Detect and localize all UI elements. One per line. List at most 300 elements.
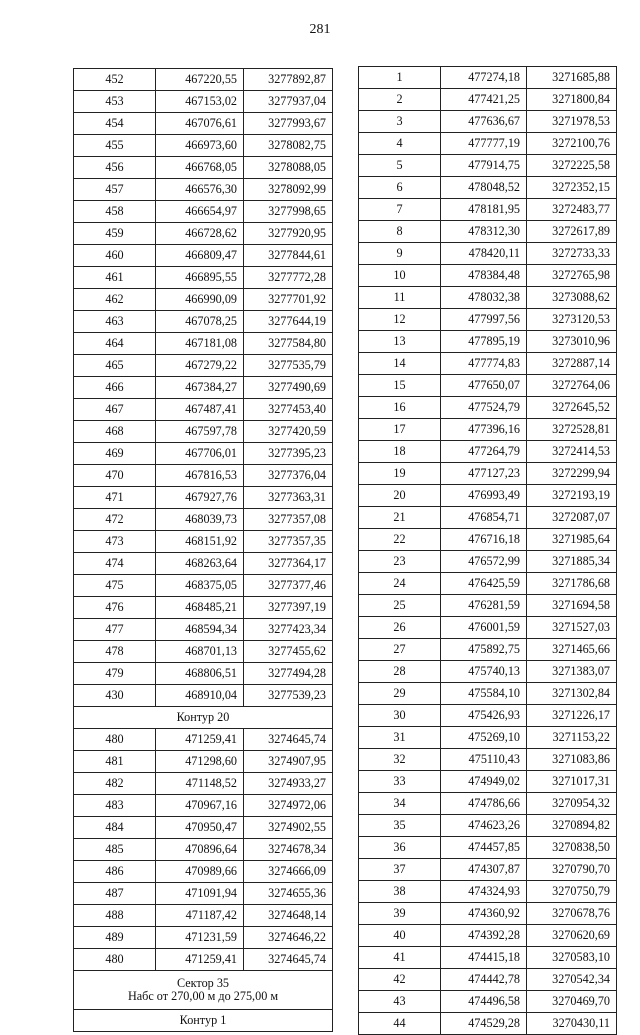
x-coordinate-cell: 474415,18	[441, 947, 527, 969]
y-coordinate-cell: 3277357,08	[244, 509, 333, 531]
table-row	[359, 705, 617, 727]
y-coordinate-cell: 3271985,64	[527, 529, 617, 551]
table-row	[359, 727, 617, 749]
x-coordinate-cell: 468701,13	[156, 641, 244, 663]
section-title-cell	[74, 707, 333, 729]
point-number-cell: 43	[359, 991, 441, 1013]
x-coordinate-cell: 474457,85	[441, 837, 527, 859]
table-row	[359, 331, 617, 353]
table-row	[74, 839, 333, 861]
y-coordinate-cell: 3272193,19	[527, 485, 617, 507]
y-coordinate-cell: 3274645,74	[244, 729, 333, 751]
point-number-cell: 482	[74, 773, 156, 795]
x-coordinate-cell: 476572,99	[441, 551, 527, 573]
x-coordinate-cell: 475584,10	[441, 683, 527, 705]
y-coordinate-cell: 3277535,79	[244, 355, 333, 377]
y-coordinate-cell: 3277455,62	[244, 641, 333, 663]
table-row	[359, 639, 617, 661]
x-coordinate-cell: 466576,30	[156, 179, 244, 201]
y-coordinate-cell: 3270678,76	[527, 903, 617, 925]
x-coordinate-cell: 468910,04	[156, 685, 244, 707]
point-number-cell: 486	[74, 861, 156, 883]
y-coordinate-cell: 3278082,75	[244, 135, 333, 157]
x-coordinate-cell: 478032,38	[441, 287, 527, 309]
section-header-row	[74, 971, 333, 1010]
point-number-cell: 480	[74, 729, 156, 751]
x-coordinate-cell: 478312,30	[441, 221, 527, 243]
point-number-cell: 20	[359, 485, 441, 507]
x-coordinate-cell: 466768,05	[156, 157, 244, 179]
y-coordinate-cell: 3277494,28	[244, 663, 333, 685]
y-coordinate-cell: 3271694,58	[527, 595, 617, 617]
point-number-cell: 6	[359, 177, 441, 199]
point-number-cell: 457	[74, 179, 156, 201]
x-coordinate-cell: 476281,59	[441, 595, 527, 617]
point-number-cell: 12	[359, 309, 441, 331]
x-coordinate-cell: 476993,49	[441, 485, 527, 507]
point-number-cell: 8	[359, 221, 441, 243]
y-coordinate-cell: 3277937,04	[244, 91, 333, 113]
point-number-cell: 461	[74, 267, 156, 289]
y-coordinate-cell: 3277998,65	[244, 201, 333, 223]
x-coordinate-cell: 477650,07	[441, 375, 527, 397]
x-coordinate-cell: 478181,95	[441, 199, 527, 221]
table-row	[359, 925, 617, 947]
section-title-cell	[74, 971, 333, 1010]
y-coordinate-cell: 3271153,22	[527, 727, 617, 749]
table-row	[359, 133, 617, 155]
y-coordinate-cell: 3277364,17	[244, 553, 333, 575]
table-row	[359, 573, 617, 595]
y-coordinate-cell: 3273010,96	[527, 331, 617, 353]
point-number-cell: 471	[74, 487, 156, 509]
table-row	[359, 397, 617, 419]
y-coordinate-cell: 3277920,95	[244, 223, 333, 245]
y-coordinate-cell: 3277377,46	[244, 575, 333, 597]
x-coordinate-cell: 467078,25	[156, 311, 244, 333]
point-number-cell: 22	[359, 529, 441, 551]
table-row	[359, 793, 617, 815]
table-row	[359, 837, 617, 859]
x-coordinate-cell: 466895,55	[156, 267, 244, 289]
x-coordinate-cell: 467181,08	[156, 333, 244, 355]
table-row	[74, 751, 333, 773]
y-coordinate-cell: 3273088,62	[527, 287, 617, 309]
point-number-cell: 15	[359, 375, 441, 397]
y-coordinate-cell: 3277357,35	[244, 531, 333, 553]
point-number-cell: 470	[74, 465, 156, 487]
y-coordinate-cell: 3271017,31	[527, 771, 617, 793]
x-coordinate-cell: 471231,59	[156, 927, 244, 949]
table-row	[74, 795, 333, 817]
coordinates-table-left	[73, 68, 333, 1032]
table-row	[359, 67, 617, 89]
table-row	[359, 89, 617, 111]
y-coordinate-cell: 3272087,07	[527, 507, 617, 529]
table-row	[74, 421, 333, 443]
point-number-cell: 1	[359, 67, 441, 89]
x-coordinate-cell: 477127,23	[441, 463, 527, 485]
table-row	[74, 135, 333, 157]
x-coordinate-cell: 474496,58	[441, 991, 527, 1013]
section-title-line: Контур 1	[179, 1013, 227, 1027]
x-coordinate-cell: 470950,47	[156, 817, 244, 839]
table-row	[74, 619, 333, 641]
x-coordinate-cell: 467597,78	[156, 421, 244, 443]
y-coordinate-cell: 3272299,94	[527, 463, 617, 485]
table-row	[359, 749, 617, 771]
y-coordinate-cell: 3277539,23	[244, 685, 333, 707]
y-coordinate-cell: 3270469,70	[527, 991, 617, 1013]
x-coordinate-cell: 478420,11	[441, 243, 527, 265]
table-row	[74, 289, 333, 311]
point-number-cell: 485	[74, 839, 156, 861]
x-coordinate-cell: 471298,60	[156, 751, 244, 773]
point-number-cell: 463	[74, 311, 156, 333]
table-row	[359, 595, 617, 617]
x-coordinate-cell: 477997,56	[441, 309, 527, 331]
table-row	[74, 465, 333, 487]
table-row	[359, 529, 617, 551]
x-coordinate-cell: 466728,62	[156, 223, 244, 245]
table-row	[74, 641, 333, 663]
x-coordinate-cell: 474786,66	[441, 793, 527, 815]
point-number-cell: 31	[359, 727, 441, 749]
point-number-cell: 489	[74, 927, 156, 949]
section-title-line: Набс от 270,00 м до 275,00 м	[127, 989, 279, 1003]
point-number-cell: 456	[74, 157, 156, 179]
point-number-cell: 40	[359, 925, 441, 947]
table-row	[359, 551, 617, 573]
x-coordinate-cell: 475426,93	[441, 705, 527, 727]
point-number-cell: 44	[359, 1013, 441, 1035]
x-coordinate-cell: 466990,09	[156, 289, 244, 311]
point-number-cell: 2	[359, 89, 441, 111]
section-title-line: Контур 20	[176, 710, 230, 724]
point-number-cell: 464	[74, 333, 156, 355]
x-coordinate-cell: 471187,42	[156, 905, 244, 927]
y-coordinate-cell: 3271226,17	[527, 705, 617, 727]
y-coordinate-cell: 3271685,88	[527, 67, 617, 89]
table-row	[359, 617, 617, 639]
point-number-cell: 483	[74, 795, 156, 817]
y-coordinate-cell: 3271800,84	[527, 89, 617, 111]
point-number-cell: 13	[359, 331, 441, 353]
point-number-cell: 3	[359, 111, 441, 133]
x-coordinate-cell: 467384,27	[156, 377, 244, 399]
table-row	[74, 333, 333, 355]
x-coordinate-cell: 475269,10	[441, 727, 527, 749]
x-coordinate-cell: 470989,66	[156, 861, 244, 883]
x-coordinate-cell: 467927,76	[156, 487, 244, 509]
y-coordinate-cell: 3273120,53	[527, 309, 617, 331]
x-coordinate-cell: 467076,61	[156, 113, 244, 135]
x-coordinate-cell: 477895,19	[441, 331, 527, 353]
y-coordinate-cell: 3274645,74	[244, 949, 333, 971]
y-coordinate-cell: 3271527,03	[527, 617, 617, 639]
point-number-cell: 453	[74, 91, 156, 113]
section-header-row	[74, 1010, 333, 1032]
table-row	[74, 685, 333, 707]
y-coordinate-cell: 3270542,34	[527, 969, 617, 991]
y-coordinate-cell: 3274678,34	[244, 839, 333, 861]
y-coordinate-cell: 3278092,99	[244, 179, 333, 201]
y-coordinate-cell: 3271083,86	[527, 749, 617, 771]
point-number-cell: 475	[74, 575, 156, 597]
point-number-cell: 42	[359, 969, 441, 991]
y-coordinate-cell: 3274972,06	[244, 795, 333, 817]
point-number-cell: 473	[74, 531, 156, 553]
table-row	[74, 597, 333, 619]
table-row	[74, 861, 333, 883]
point-number-cell: 9	[359, 243, 441, 265]
x-coordinate-cell: 474307,87	[441, 859, 527, 881]
table-row	[359, 1013, 617, 1035]
x-coordinate-cell: 474529,28	[441, 1013, 527, 1035]
point-number-cell: 34	[359, 793, 441, 815]
x-coordinate-cell: 478384,48	[441, 265, 527, 287]
y-coordinate-cell: 3277844,61	[244, 245, 333, 267]
table-row	[359, 287, 617, 309]
table-row	[359, 771, 617, 793]
table-row	[359, 463, 617, 485]
point-number-cell: 469	[74, 443, 156, 465]
table-row	[74, 91, 333, 113]
y-coordinate-cell: 3270430,11	[527, 1013, 617, 1035]
x-coordinate-cell: 476425,59	[441, 573, 527, 595]
point-number-cell: 4	[359, 133, 441, 155]
y-coordinate-cell: 3277395,23	[244, 443, 333, 465]
y-coordinate-cell: 3274907,95	[244, 751, 333, 773]
y-coordinate-cell: 3271978,53	[527, 111, 617, 133]
table-row	[74, 399, 333, 421]
point-number-cell: 33	[359, 771, 441, 793]
y-coordinate-cell: 3277892,87	[244, 69, 333, 91]
x-coordinate-cell: 474442,78	[441, 969, 527, 991]
x-coordinate-cell: 468039,73	[156, 509, 244, 531]
point-number-cell: 487	[74, 883, 156, 905]
x-coordinate-cell: 477421,25	[441, 89, 527, 111]
point-number-cell: 481	[74, 751, 156, 773]
point-number-cell: 35	[359, 815, 441, 837]
y-coordinate-cell: 3272528,81	[527, 419, 617, 441]
x-coordinate-cell: 476001,59	[441, 617, 527, 639]
point-number-cell: 460	[74, 245, 156, 267]
point-number-cell: 480	[74, 949, 156, 971]
y-coordinate-cell: 3274648,14	[244, 905, 333, 927]
table-row	[359, 419, 617, 441]
point-number-cell: 21	[359, 507, 441, 529]
x-coordinate-cell: 474360,92	[441, 903, 527, 925]
y-coordinate-cell: 3272645,52	[527, 397, 617, 419]
y-coordinate-cell: 3274655,36	[244, 883, 333, 905]
y-coordinate-cell: 3272764,06	[527, 375, 617, 397]
y-coordinate-cell: 3272765,98	[527, 265, 617, 287]
x-coordinate-cell: 478048,52	[441, 177, 527, 199]
table-row	[74, 817, 333, 839]
y-coordinate-cell: 3277397,19	[244, 597, 333, 619]
x-coordinate-cell: 468375,05	[156, 575, 244, 597]
x-coordinate-cell: 466654,97	[156, 201, 244, 223]
x-coordinate-cell: 477524,79	[441, 397, 527, 419]
table-row	[74, 267, 333, 289]
table-row	[74, 575, 333, 597]
x-coordinate-cell: 468151,92	[156, 531, 244, 553]
point-number-cell: 484	[74, 817, 156, 839]
y-coordinate-cell: 3271786,68	[527, 573, 617, 595]
x-coordinate-cell: 475740,13	[441, 661, 527, 683]
y-coordinate-cell: 3272887,14	[527, 353, 617, 375]
point-number-cell: 458	[74, 201, 156, 223]
table-row	[74, 311, 333, 333]
x-coordinate-cell: 467153,02	[156, 91, 244, 113]
table-row	[74, 509, 333, 531]
point-number-cell: 26	[359, 617, 441, 639]
table-row	[359, 815, 617, 837]
y-coordinate-cell: 3277376,04	[244, 465, 333, 487]
table-row	[74, 773, 333, 795]
point-number-cell: 476	[74, 597, 156, 619]
x-coordinate-cell: 477274,18	[441, 67, 527, 89]
point-number-cell: 468	[74, 421, 156, 443]
point-number-cell: 5	[359, 155, 441, 177]
y-coordinate-cell: 3277423,34	[244, 619, 333, 641]
table-row	[359, 353, 617, 375]
table-row	[74, 113, 333, 135]
table-row	[359, 243, 617, 265]
table-row	[359, 881, 617, 903]
x-coordinate-cell: 471091,94	[156, 883, 244, 905]
point-number-cell: 38	[359, 881, 441, 903]
y-coordinate-cell: 3271885,34	[527, 551, 617, 573]
point-number-cell: 477	[74, 619, 156, 641]
y-coordinate-cell: 3272414,53	[527, 441, 617, 463]
y-coordinate-cell: 3270894,82	[527, 815, 617, 837]
table-row	[359, 375, 617, 397]
x-coordinate-cell: 467220,55	[156, 69, 244, 91]
table-row	[359, 221, 617, 243]
x-coordinate-cell: 477264,79	[441, 441, 527, 463]
x-coordinate-cell: 467706,01	[156, 443, 244, 465]
table-row	[74, 949, 333, 971]
y-coordinate-cell: 3271302,84	[527, 683, 617, 705]
table-row	[359, 507, 617, 529]
table-row	[359, 969, 617, 991]
table-row	[359, 683, 617, 705]
table-row	[359, 199, 617, 221]
y-coordinate-cell: 3271465,66	[527, 639, 617, 661]
point-number-cell: 27	[359, 639, 441, 661]
y-coordinate-cell: 3274933,27	[244, 773, 333, 795]
table-row	[74, 443, 333, 465]
table-row	[74, 157, 333, 179]
table-row	[74, 377, 333, 399]
x-coordinate-cell: 471259,41	[156, 729, 244, 751]
y-coordinate-cell: 3277363,31	[244, 487, 333, 509]
y-coordinate-cell: 3277584,80	[244, 333, 333, 355]
x-coordinate-cell: 467279,22	[156, 355, 244, 377]
point-number-cell: 455	[74, 135, 156, 157]
table-row	[74, 487, 333, 509]
x-coordinate-cell: 470967,16	[156, 795, 244, 817]
x-coordinate-cell: 474949,02	[441, 771, 527, 793]
table-row	[359, 947, 617, 969]
x-coordinate-cell: 468485,21	[156, 597, 244, 619]
x-coordinate-cell: 477774,83	[441, 353, 527, 375]
x-coordinate-cell: 475892,75	[441, 639, 527, 661]
table-row	[359, 661, 617, 683]
point-number-cell: 19	[359, 463, 441, 485]
table-row	[359, 155, 617, 177]
point-number-cell: 465	[74, 355, 156, 377]
table-row	[74, 223, 333, 245]
point-number-cell: 11	[359, 287, 441, 309]
table-row	[74, 355, 333, 377]
y-coordinate-cell: 3270838,50	[527, 837, 617, 859]
x-coordinate-cell: 477396,16	[441, 419, 527, 441]
point-number-cell: 474	[74, 553, 156, 575]
x-coordinate-cell: 470896,64	[156, 839, 244, 861]
point-number-cell: 10	[359, 265, 441, 287]
point-number-cell: 459	[74, 223, 156, 245]
y-coordinate-cell: 3270790,70	[527, 859, 617, 881]
y-coordinate-cell: 3277453,40	[244, 399, 333, 421]
y-coordinate-cell: 3272617,89	[527, 221, 617, 243]
y-coordinate-cell: 3272352,15	[527, 177, 617, 199]
table-row	[359, 859, 617, 881]
section-header-row	[74, 707, 333, 729]
point-number-cell: 23	[359, 551, 441, 573]
table-row	[359, 111, 617, 133]
y-coordinate-cell: 3277490,69	[244, 377, 333, 399]
point-number-cell: 479	[74, 663, 156, 685]
y-coordinate-cell: 3270583,10	[527, 947, 617, 969]
table-row	[74, 245, 333, 267]
table-row	[74, 69, 333, 91]
coordinates-table-right	[358, 66, 617, 1035]
point-number-cell: 16	[359, 397, 441, 419]
x-coordinate-cell: 475110,43	[441, 749, 527, 771]
y-coordinate-cell: 3277772,28	[244, 267, 333, 289]
point-number-cell: 24	[359, 573, 441, 595]
table-row	[359, 265, 617, 287]
x-coordinate-cell: 468806,51	[156, 663, 244, 685]
y-coordinate-cell: 3277993,67	[244, 113, 333, 135]
x-coordinate-cell: 468594,34	[156, 619, 244, 641]
point-number-cell: 28	[359, 661, 441, 683]
x-coordinate-cell: 471148,52	[156, 773, 244, 795]
y-coordinate-cell: 3274646,22	[244, 927, 333, 949]
table-row	[359, 485, 617, 507]
x-coordinate-cell: 467487,41	[156, 399, 244, 421]
point-number-cell: 472	[74, 509, 156, 531]
table-row	[359, 991, 617, 1013]
point-number-cell: 18	[359, 441, 441, 463]
point-number-cell: 14	[359, 353, 441, 375]
x-coordinate-cell: 474324,93	[441, 881, 527, 903]
table-row	[74, 905, 333, 927]
y-coordinate-cell: 3277420,59	[244, 421, 333, 443]
x-coordinate-cell: 466973,60	[156, 135, 244, 157]
table-row	[359, 903, 617, 925]
x-coordinate-cell: 477777,19	[441, 133, 527, 155]
page-number: 281	[309, 22, 331, 37]
y-coordinate-cell: 3274666,09	[244, 861, 333, 883]
point-number-cell: 29	[359, 683, 441, 705]
x-coordinate-cell: 466809,47	[156, 245, 244, 267]
y-coordinate-cell: 3277644,19	[244, 311, 333, 333]
y-coordinate-cell: 3270954,32	[527, 793, 617, 815]
